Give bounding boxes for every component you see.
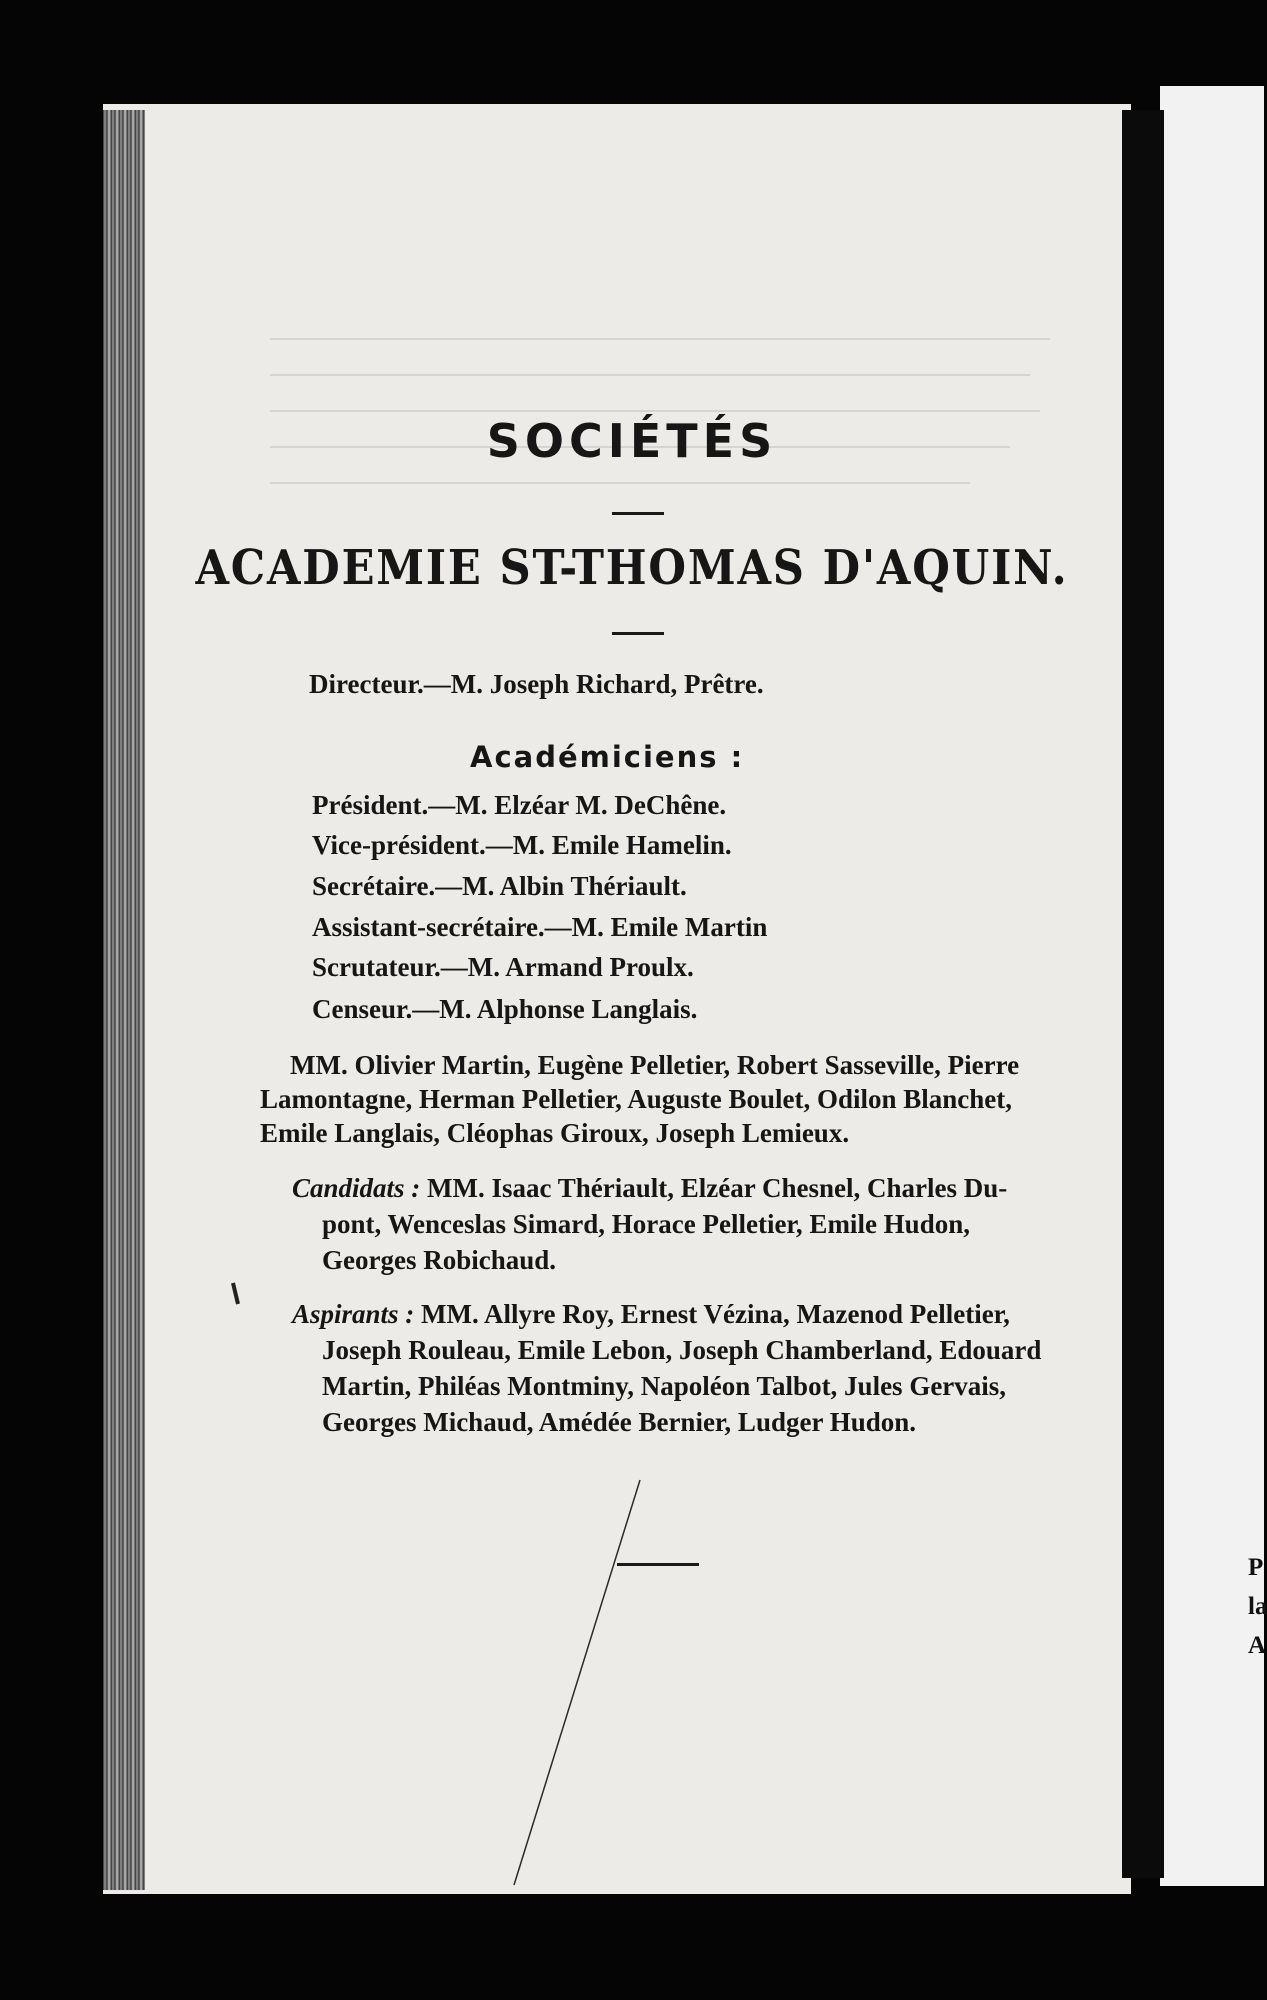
director-line: Directeur.—M. Joseph Richard, Prêtre.: [309, 669, 764, 699]
officer-president: Président.—M. Elzéar M. DeChêne.: [312, 790, 727, 820]
facing-line-1: P: [1248, 1554, 1264, 1581]
officer-scrutateur: Scrutateur.—M. Armand Proulx.: [312, 952, 694, 982]
academiciens-heading: Académiciens :: [470, 740, 745, 774]
candidats-line-3: Georges Robichaud.: [322, 1245, 557, 1275]
aspirants-line-3: Martin, Philéas Montminy, Napoléon Talbot, Jules Gervais,: [322, 1371, 1007, 1401]
facing-line-2: la: [1248, 1593, 1267, 1620]
officer-assistant-secretary: Assistant-secrétaire.—M. Emile Martin: [312, 912, 768, 942]
aspirants-first-line: MM. Allyre Roy, Ernest Vézina, Mazenod Pelletier,: [421, 1299, 1010, 1329]
officer-censeur: Censeur.—M. Alphonse Langlais.: [312, 994, 698, 1024]
candidats-label: Candidats :: [292, 1173, 421, 1203]
speck-line: [233, 1283, 238, 1304]
society-heading: ACADEMIE ST-THOMAS D'AQUIN.: [195, 540, 1069, 596]
officer-secretary: Secrétaire.—M. Albin Thériault.: [312, 871, 687, 901]
members-line-3: Emile Langlais, Cléophas Giroux, Joseph Lemieux.: [260, 1118, 850, 1148]
candidats-first-line: MM. Isaac Thériault, Elzéar Chesnel, Charles Du-: [427, 1173, 1008, 1203]
facing-line-3: A: [1248, 1632, 1267, 1659]
aspirants-label: Aspirants :: [292, 1299, 415, 1329]
page-title: SOCIÉTÉS: [486, 414, 778, 468]
aspirants-line-2: Joseph Rouleau, Emile Lebon, Joseph Chamberland, Edouard: [322, 1335, 1042, 1365]
pencil-line: [514, 1480, 640, 1885]
members-line-2: Lamontagne, Herman Pelletier, Auguste Boulet, Odilon Blanchet,: [260, 1084, 1012, 1114]
members-line-1: MM. Olivier Martin, Eugène Pelletier, Robert Sasseville, Pierre: [290, 1050, 1020, 1080]
candidats-line-2: pont, Wenceslas Simard, Horace Pelletier, Emile Hudon,: [322, 1209, 970, 1239]
aspirants-line-4: Georges Michaud, Amédée Bernier, Ludger Hudon.: [322, 1407, 916, 1437]
officer-vice-president: Vice-président.—M. Emile Hamelin.: [312, 830, 732, 860]
